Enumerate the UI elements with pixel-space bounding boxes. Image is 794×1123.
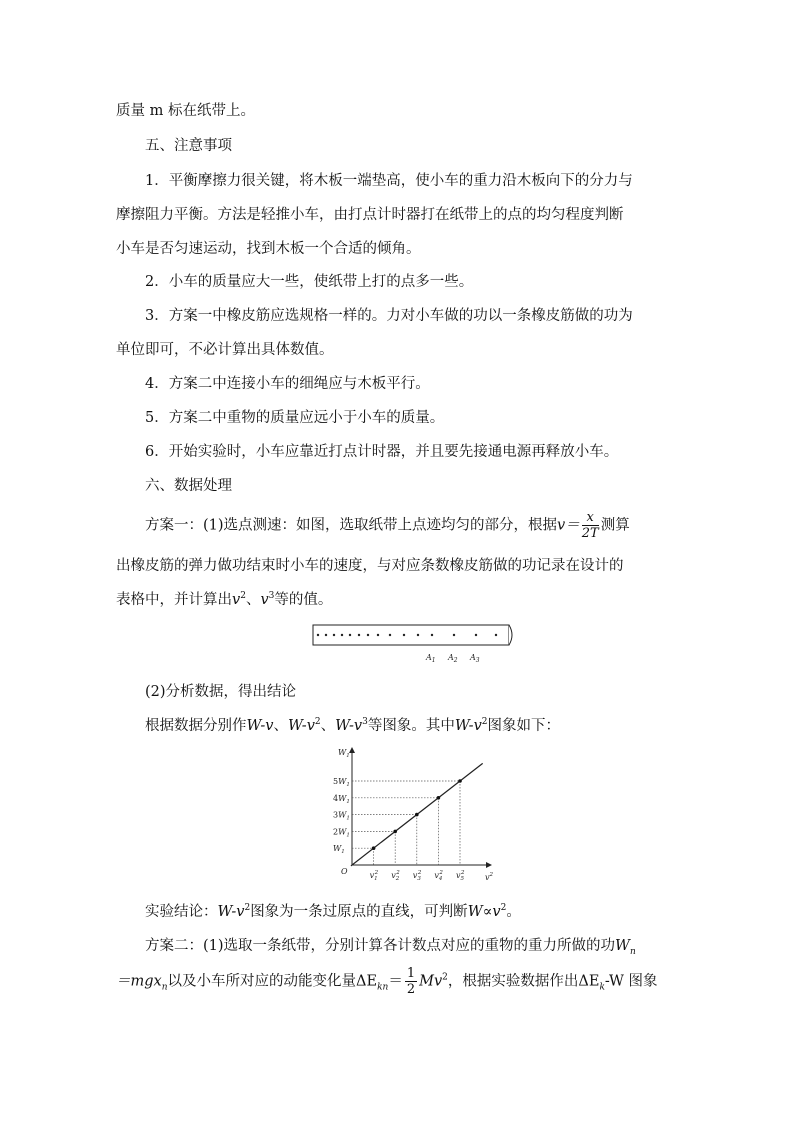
paragraph-scheme1-line2: 出橡皮筋的弹力做功结束时小车的速度，与对应条数橡皮筋做的功记录在设计的 bbox=[116, 558, 624, 574]
y-tick-label: $5W_1$ bbox=[333, 777, 350, 788]
tape-dot bbox=[377, 634, 379, 636]
tape-dot bbox=[453, 634, 455, 636]
tape-dot bbox=[317, 634, 319, 636]
paragraph-precaution-5: 5．方案二中重物的质量应远小于小车的质量。 bbox=[145, 410, 445, 426]
paper-tape-figure bbox=[312, 624, 518, 668]
paragraph-precaution-4: 4．方案二中连接小车的细绳应与木板平行。 bbox=[145, 376, 430, 392]
y-axis-label: $W_1$ bbox=[338, 748, 350, 759]
paragraph-scheme1-line3: 表格中，并计算出$v^2$、$v^3$等的值。 bbox=[116, 591, 333, 608]
paragraph-mass-note: 质量 m 标在纸带上。 bbox=[116, 103, 255, 119]
tape-dots bbox=[317, 634, 497, 636]
tape-dot bbox=[475, 634, 477, 636]
paragraph-conclusion: 实验结论：$W-v^2$图象为一条过原点的直线，可判断$W\propto v^2$。 bbox=[145, 903, 521, 920]
tape-dot bbox=[349, 634, 351, 636]
velocity-fraction: $\frac{x}{2T}$ bbox=[581, 510, 599, 541]
w-v2-graph bbox=[327, 740, 507, 886]
paragraph-precaution-1-line2: 摩擦阻力平衡。方法是轻推小车，由打点计时器打在纸带上的点的均匀程度判断 bbox=[116, 207, 624, 223]
y-tick-label: $2W_1$ bbox=[333, 827, 350, 839]
paragraph-scheme2-line1: 方案二：(1)选取一条纸带，分别计算各计数点对应的重物的重力所做的功$W_n$ bbox=[145, 938, 636, 957]
x-tick-label: $v_22$ bbox=[391, 870, 400, 882]
x-axis-label: $v^2$ bbox=[485, 872, 494, 882]
tape-dot bbox=[389, 634, 391, 636]
paragraph-precaution-3-line2: 单位即可，不必计算出具体数值。 bbox=[116, 342, 334, 358]
paragraph-precaution-2: 2．小车的质量应大一些，使纸带上打的点多一些。 bbox=[145, 274, 474, 290]
heading-analyze-data: (2)分析数据，得出结论 bbox=[145, 684, 297, 700]
x-tick-label: $v_12$ bbox=[369, 870, 379, 882]
tape-label-a2: $A_2$ bbox=[448, 653, 458, 664]
data-point bbox=[393, 830, 397, 834]
paragraph-scheme2-line2: ＝mgx$_n$以及小车所对应的动能变化量$\Delta E_{kn}=$ $\frac{1}{2}$ Mv$^2$，根据实验数据作出$\Delta E_k-W$ 图象 bbox=[116, 966, 658, 997]
tape-dot bbox=[495, 634, 497, 636]
half-fraction: $\frac{1}{2}$ bbox=[406, 966, 416, 997]
paragraph-graph-intro: 根据数据分别作W-v、$W-v^2$、$W-v^3$等图象。其中$W-v^2$图象如下： bbox=[145, 717, 561, 734]
data-point bbox=[437, 796, 441, 800]
heading-data-processing: 六、数据处理 bbox=[145, 478, 232, 494]
y-tick-labels bbox=[333, 777, 350, 855]
y-tick-label: $4W_1$ bbox=[333, 793, 350, 805]
heading-precautions: 五、注意事项 bbox=[145, 138, 232, 154]
paragraph-precaution-1-line1: 1．平衡摩擦力很关键，将木板一端垫高，使小车的重力沿木板向下的分力与 bbox=[145, 173, 633, 189]
origin-label: O bbox=[341, 867, 348, 876]
paragraph-precaution-1-line3: 小车是否匀速运动，找到木板一个合适的倾角。 bbox=[116, 241, 421, 257]
tape-dot bbox=[403, 634, 405, 636]
x-tick-labels bbox=[370, 870, 465, 882]
data-point bbox=[415, 813, 419, 817]
tape-dot bbox=[325, 634, 327, 636]
paragraph-precaution-3-line1: 3．方案一中橡皮筋应选规格一样的。力对小车做的功以一条橡皮筋做的功为 bbox=[145, 308, 633, 324]
y-tick-label: $W_1$ bbox=[333, 844, 345, 856]
data-point bbox=[458, 779, 462, 783]
data-point bbox=[372, 846, 376, 850]
tape-label-a3: $A_3$ bbox=[470, 653, 480, 664]
tape-dot bbox=[358, 634, 360, 636]
tape-dot bbox=[367, 634, 369, 636]
tape-dot bbox=[417, 634, 419, 636]
tape-dot bbox=[333, 634, 335, 636]
tape-dot bbox=[431, 634, 433, 636]
x-tick-label: $v_52$ bbox=[456, 870, 465, 882]
x-tick-label: $v_42$ bbox=[434, 870, 443, 882]
tape-torn-edge bbox=[509, 625, 512, 645]
y-tick-label: $3W_1$ bbox=[333, 810, 350, 822]
paragraph-scheme1-line1: 方案一：(1)选点测速：如图，选取纸带上点迹均匀的部分，根据v＝ $\frac{x}{2T}$ 测算 bbox=[145, 510, 630, 541]
tape-label-a1: $A_1$ bbox=[426, 653, 436, 664]
tape-dot bbox=[341, 634, 343, 636]
paragraph-precaution-6: 6．开始实验时，小车应靠近打点计时器，并且要先接通电源再释放小车。 bbox=[145, 444, 619, 460]
x-tick-label: $v_32$ bbox=[412, 870, 422, 882]
